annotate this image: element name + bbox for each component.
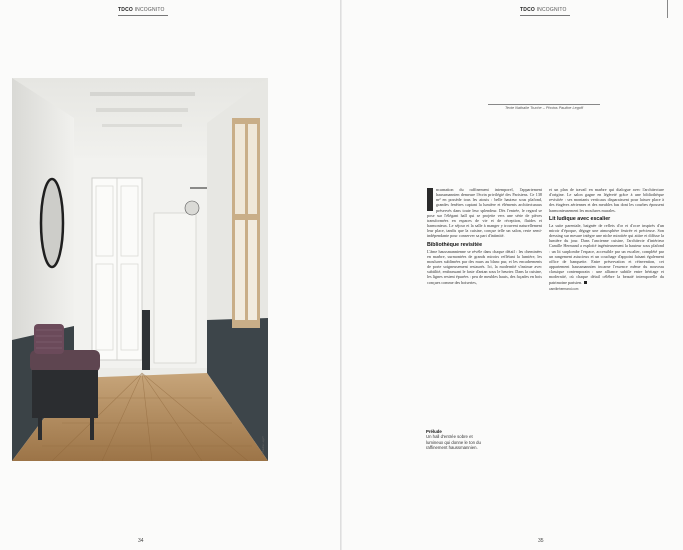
page-number-right: 35 [538,538,544,544]
page-number-left: 34 [138,538,144,544]
page-header [118,7,165,13]
body-paragraph-4: La suite parentale, baignée de reflets d'or et d'ocre inspirés d'un miroir d'époque, dégage une atmosphère feutrée et précieuse. Son dressing sur mesure intègre une niche miroitée qui attire et diffuse la lumière du jour. Dans l'ancienne cuisine, l'architecte d'intérieur Camille Hermand a exploité ingénieusement la hauteur sous plafond : un lit surplombe l'espace, accessible par un escalier, complété par un rangement astucieux et un couchage d'appoint faisant également office de banquette. Entre préservation et réinvention, cet appartement haussmannien incarne l'essence même du nouveau classique contemporain : une alliance subtile entre héritage et modernité, où chaque détail célèbre la beauté intemporelle du patrimoine parisien. [549,222,664,285]
header-rule-right [520,15,570,16]
page-header-right [520,7,567,13]
left-page [0,0,340,550]
photo-caption [426,429,488,450]
designer-website: camillehermand.com [549,286,579,291]
crop-mark [667,0,668,18]
end-mark [584,281,587,284]
body-paragraph-3: et un plan de travail en marbre qui dialogue avec l'architecture d'origine. Le salon gagne en légèreté grâce à une bibliothèque revisitée : ses montants verticaux disparaissent pour laisser place à des étagères aériennes et des meubles bas dont les courbes épousent harmonieusement les moulures murales. [549,187,664,213]
article-credit: Texte Nathalie Truche – Photos Pauline Legoff [488,104,600,110]
hallway-photo [12,78,268,461]
intro-paragraph: ncarnation du raffinement intemporel, l'appartement haussmannien demeure l'écrin privilégié des Parisiens. Ce 138 m² en possède tous les atouts : belle hauteur sous plafond, grandes fenêtres captant la lumière et éléments architecturaux préservés dans toute leur splendeur. Dès l'entrée, le regard se pose sur l'élégant hall qui se projette vers une série de pièces transformées en espaces de vie et de réception, fluides et harmonieux. Le séjour et la salle à manger y trouvent naturellement leur place, tandis que la cuisine, conçue telle un salon, reste semi-indépendante pour conserver sa part d'intimité. [427,187,542,239]
caption-text: Un hall d'entrée sobre et lumineux qui donne le ton du raffinement haussmannien. [426,434,481,450]
subheading-bibliotheque: Bibliothèque revisitée [427,241,483,248]
text-column-2 [549,187,664,291]
photo-credit: © Pauline Legoff [262,436,265,455]
caption-title: Prélude [426,429,442,434]
right-page [342,0,683,550]
section-name-right: INCOGNITO [536,7,567,13]
section-name: INCOGNITO [134,7,165,13]
body-paragraph-2: L'âme haussmannienne se révèle dans chaque détail : les cheminées en marbre, surmontées de grands miroirs reflétant la lumière, les moulures sublimées par des murs au blanc pur, et les encadrements de porte soigneusement restaurés. Ici, la modernité s'insinue avec subtilité, embrassant le faste d'antan sous le heurter. Dans la cuisine, les lignes restent épurées : peu de meubles hauts, des façades en bois conçues comme des boiseries, [427,248,542,285]
brand-name-right: TDCO [520,7,535,13]
header-rule [118,15,168,16]
brand-name: TDCO [118,7,133,13]
subheading-lit: Lit ludique avec escalier [549,215,611,222]
text-column-1 [427,187,542,285]
drop-cap-letter [427,188,433,211]
